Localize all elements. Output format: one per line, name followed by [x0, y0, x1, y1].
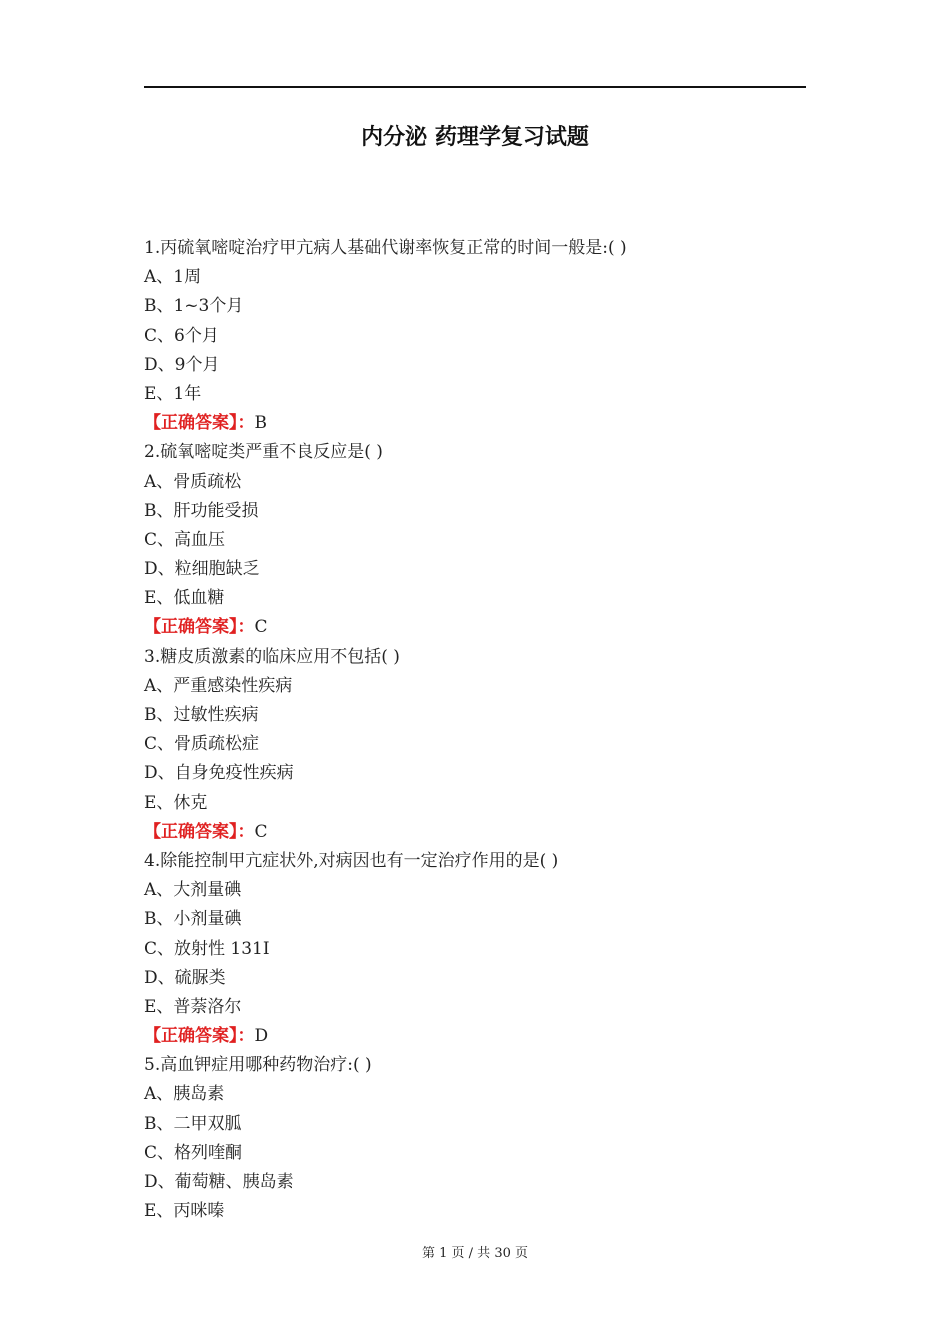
answer-value: C — [254, 821, 268, 842]
question-stem: 5.高血钾症用哪种药物治疗:( ) — [144, 1055, 372, 1076]
option: E、丙咪嗪 — [144, 1201, 225, 1222]
page-title: 内分泌 药理学复习试题 — [361, 125, 589, 150]
option: B、肝功能受损 — [144, 500, 259, 521]
header-rule — [144, 86, 806, 88]
option: C、骨质疏松症 — [144, 734, 260, 755]
option: D、葡萄糖、胰岛素 — [144, 1172, 294, 1192]
answer-line — [144, 1022, 806, 1051]
option: D、9个月 — [144, 354, 220, 375]
answer-value: D — [254, 1026, 269, 1047]
page-footer: 第 1 页 / 共 30 页 — [422, 1246, 528, 1261]
option: E、低血糖 — [144, 588, 225, 609]
option: B、二甲双胍 — [144, 1113, 242, 1134]
option: A、1周 — [144, 267, 202, 288]
question-stem: 2.硫氧嘧啶类严重不良反应是( ) — [144, 442, 383, 463]
option: E、普萘洛尔 — [144, 996, 242, 1017]
answer-line — [144, 613, 806, 642]
answer-value: B — [254, 413, 267, 434]
answer-line — [144, 818, 806, 847]
option: A、严重感染性疾病 — [144, 675, 293, 696]
option: B、1~3个月 — [144, 296, 244, 317]
option: A、大剂量碘 — [144, 880, 242, 901]
answer-tag: 【正确答案】： — [144, 617, 255, 638]
option: D、粒细胞缺乏 — [144, 559, 260, 580]
answer-tag: 【正确答案】： — [144, 1026, 255, 1047]
option: C、6个月 — [144, 325, 219, 346]
answer-tag: 【正确答案】： — [144, 413, 255, 434]
option: A、胰岛素 — [144, 1084, 225, 1105]
option: C、格列喹酮 — [144, 1142, 243, 1163]
question-list — [144, 234, 806, 1226]
option: C、高血压 — [144, 529, 226, 550]
option: C、放射性 131I — [144, 938, 270, 959]
option: B、小剂量碘 — [144, 909, 242, 930]
question-stem: 3.糖皮质激素的临床应用不包括( ) — [144, 646, 400, 667]
answer-line — [144, 409, 806, 438]
option: E、1年 — [144, 383, 202, 404]
question-stem: 1.丙硫氧嘧啶治疗甲亢病人基础代谢率恢复正常的时间一般是:( ) — [144, 238, 627, 258]
option: D、自身免疫性疾病 — [144, 763, 294, 784]
answer-value: C — [254, 617, 268, 638]
option: B、过敏性疾病 — [144, 705, 259, 725]
option: E、休克 — [144, 792, 208, 813]
question-stem: 4.除能控制甲亢症状外,对病因也有一定治疗作用的是( ) — [144, 850, 559, 871]
option: D、硫脲类 — [144, 967, 226, 988]
answer-tag: 【正确答案】： — [144, 821, 255, 842]
option: A、骨质疏松 — [144, 471, 242, 492]
